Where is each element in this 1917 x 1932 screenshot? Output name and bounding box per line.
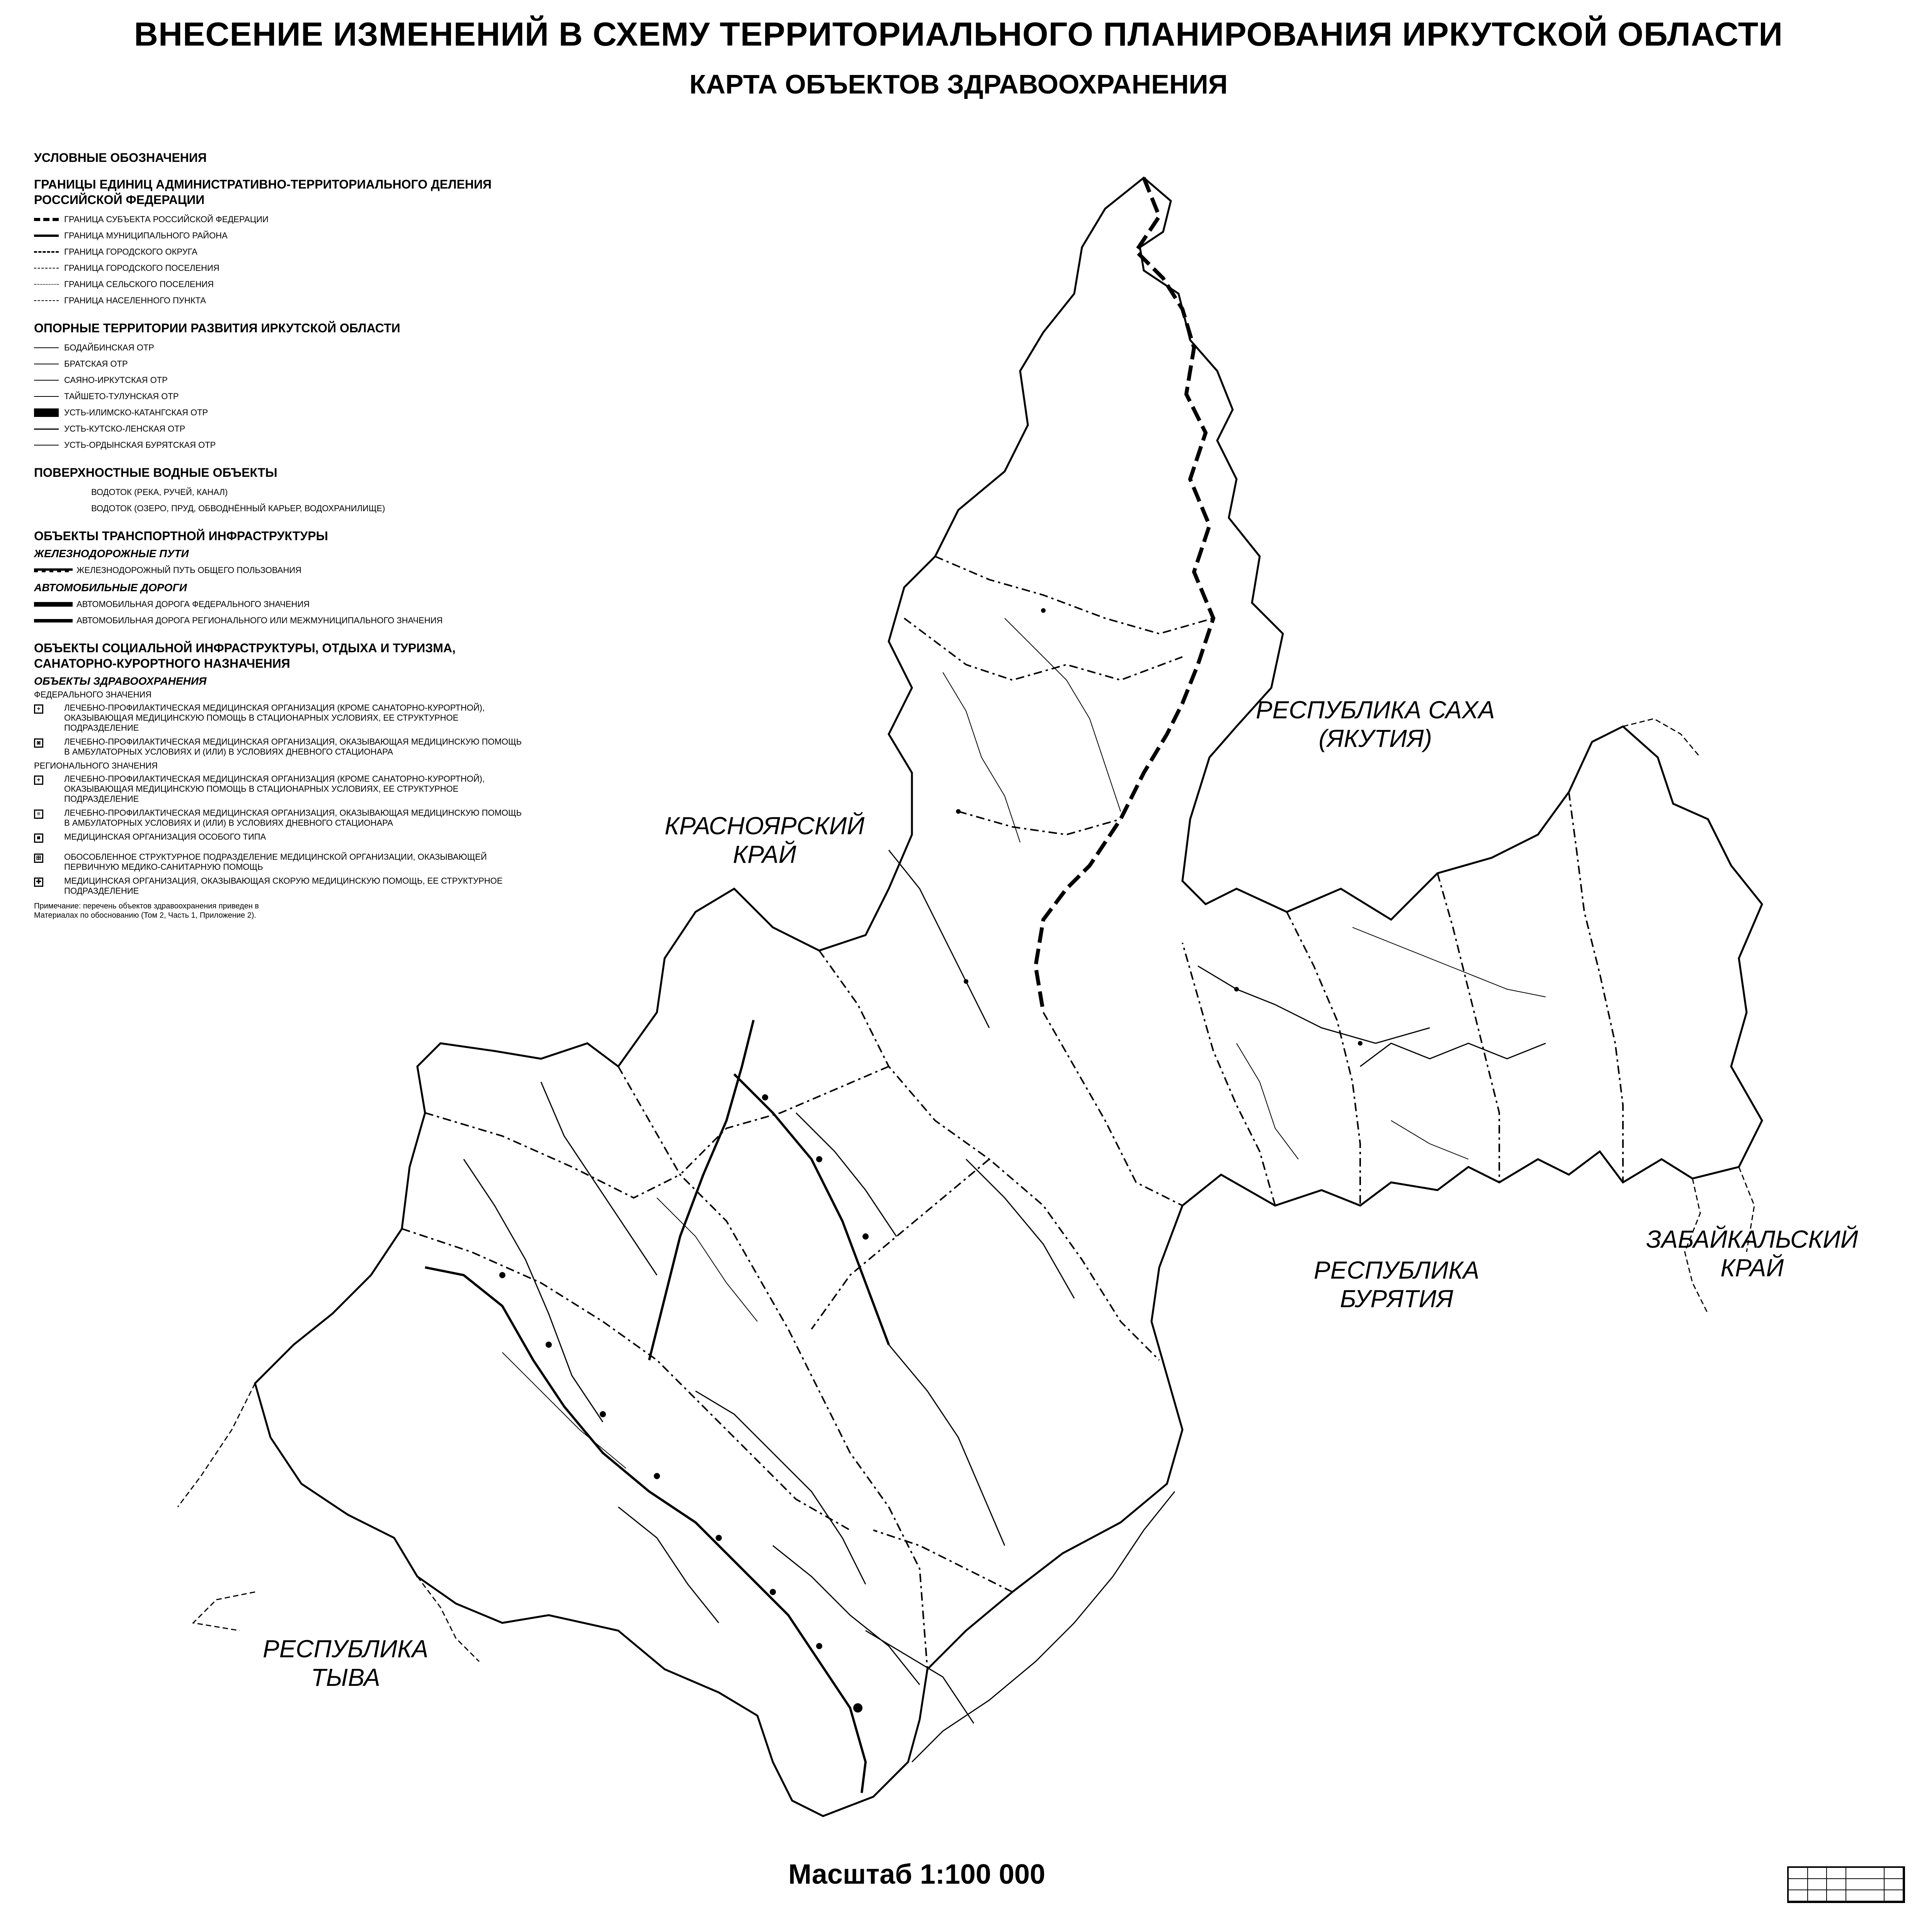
map-legend [34,151,529,920]
legend-item [34,244,529,260]
hospital-icon: + [34,704,43,714]
legend-item [34,340,529,356]
subject-boundary-krasnoyarsk [1036,178,1213,1012]
legend-item-label: АВТОМОБИЛЬНАЯ ДОРОГА РЕГИОНАЛЬНОГО ИЛИ МЕЖМУНИЦИПАЛЬНОГО ЗНАЧЕНИЯ [77,616,443,625]
region-label-zabaikalsky-line2: КРАЙ [1720,1254,1784,1282]
legend-item [34,388,529,405]
region-label-sakha [1256,696,1495,753]
legend-item [34,405,529,421]
legend-item [34,703,529,733]
legend-item-label: ЛЕЧЕБНО-ПРОФИЛАКТИЧЕСКАЯ МЕДИЦИНСКАЯ ОРГАНИЗАЦИЯ, ОКАЗЫВАЮЩАЯ МЕДИЦИНСКУЮ ПОМОЩЬ В АМБУЛАТОРНЫХ УСЛОВИЯХ И (ИЛИ) В УСЛОВИЯХ ДНЕВНОГО СТАЦИОНАРА [64,808,522,828]
legend-item-label: ТАЙШЕТО-ТУЛУНСКАЯ ОТР [64,391,179,401]
legend-item-label: МЕДИЦИНСКАЯ ОРГАНИЗАЦИЯ ОСОБОГО ТИПА [64,832,266,842]
legend-item-label: ГРАНИЦА НАСЕЛЕННОГО ПУНКТА [64,296,206,305]
outpatient-icon: ◙ [34,738,43,748]
ambulance-icon: ✚ [34,878,43,887]
legend-item [34,832,529,848]
legend-item [34,774,529,804]
legend-item-label: УСТЬ-ИЛИМСКО-КАТАНГСКАЯ ОТР [64,408,208,417]
region-label-buryatia-line2: БУРЯТИЯ [1340,1285,1453,1313]
legend-item [34,808,529,828]
legend-item-label: ЛЕЧЕБНО-ПРОФИЛАКТИЧЕСКАЯ МЕДИЦИНСКАЯ ОРГАНИЗАЦИЯ, ОКАЗЫВАЮЩАЯ МЕДИЦИНСКУЮ ПОМОЩЬ В АМБУЛАТОРНЫХ УСЛОВИЯХ И (ИЛИ) В УСЛОВИЯХ ДНЕВНОГО СТАЦИОНАРА [64,737,522,757]
legend-item [34,356,529,372]
legend-regional-label: РЕГИОНАЛЬНОГО ЗНАЧЕНИЯ [34,761,158,770]
legend-item [34,437,529,453]
legend-water-title: ПОВЕРХНОСТНЫЕ ВОДНЫЕ ОБЪЕКТЫ [34,466,277,480]
legend-item [34,260,529,276]
legend-health-title: ОБЪЕКТЫ ЗДРАВООХРАНЕНИЯ [34,675,207,687]
region-label-zabaikalsky [1646,1225,1858,1282]
title-block-stamp [1787,1866,1905,1903]
legend-item [34,562,529,578]
legend-item [34,421,529,437]
legend-item-label: ГРАНИЦА СЕЛЬСКОГО ПОСЕЛЕНИЯ [64,279,214,289]
legend-note: Примечание: перечень объектов здравоохранения приведен в Материалах по обоснованию (Том 2, Часть 1, Приложение 2). [34,902,259,920]
region-label-tyva-line1: РЕСПУБЛИКА [263,1635,429,1663]
legend-item [34,276,529,293]
legend-item [34,596,529,612]
legend-item-label: ОБОСОБЛЕННОЕ СТРУКТУРНОЕ ПОДРАЗДЕЛЕНИЕ МЕДИЦИНСКОЙ ОРГАНИЗАЦИИ, ОКАЗЫВАЮЩЕЙ ПЕРВИЧНУЮ МЕДИКО-САНИТАРНУЮ ПОМОЩЬ [64,852,487,872]
legend-item-label: ВОДОТОК (ОЗЕРО, ПРУД, ОБВОДНЁННЫЙ КАРЬЕР, ВОДОХРАНИЛИЩЕ) [91,503,385,513]
legend-heading: УСЛОВНЫЕ ОБОЗНАЧЕНИЯ [34,151,207,165]
region-label-krasnoyarsk-line1: КРАСНОЯРСКИЙ [665,812,865,840]
railway-main [425,1267,866,1793]
legend-rail-title: ЖЕЛЕЗНОДОРОЖНЫЕ ПУТИ [34,548,189,560]
legend-item-label: БРАТСКАЯ ОТР [64,359,128,369]
region-label-sakha-line2: (ЯКУТИЯ) [1318,724,1432,752]
legend-item-label: ВОДОТОК (РЕКА, РУЧЕЙ, КАНАЛ) [91,487,228,497]
legend-item [34,372,529,388]
legend-item-label: МЕДИЦИНСКАЯ ОРГАНИЗАЦИЯ, ОКАЗЫВАЮЩАЯ СКОРУЮ МЕДИЦИНСКУЮ ПОМОЩЬ, ЕЕ СТРУКТУРНОЕ ПОДРАЗДЕЛЕНИЕ [64,876,503,896]
legend-road-title: АВТОМОБИЛЬНЫЕ ДОРОГИ [34,582,187,594]
legend-item-label: УСТЬ-КУТСКО-ЛЕНСКАЯ ОТР [64,424,185,434]
legend-boundaries-title: ГРАНИЦЫ ЕДИНИЦ АДМИНИСТРАТИВНО-ТЕРРИТОРИАЛЬНОГО ДЕЛЕНИЯ РОССИЙСКОЙ ФЕДЕРАЦИИ [34,177,492,207]
legend-social-title: ОБЪЕКТЫ СОЦИАЛЬНОЙ ИНФРАСТРУКТУРЫ, ОТДЫХА И ТУРИЗМА, САНАТОРНО-КУРОРТНОГО НАЗНАЧЕНИЯ [34,641,456,670]
legend-item-label: УСТЬ-ОРДЫНСКАЯ БУРЯТСКАЯ ОТР [64,440,216,450]
legend-federal-label: ФЕДЕРАЛЬНОГО ЗНАЧЕНИЯ [34,690,152,699]
railway-baikal-amur [734,1074,889,1345]
legend-item-label: ЛЕЧЕБНО-ПРОФИЛАКТИЧЕСКАЯ МЕДИЦИНСКАЯ ОРГАНИЗАЦИЯ (КРОМЕ САНАТОРНО-КУРОРТНОЙ), ОКАЗЫВАЮЩАЯ МЕДИЦИНСКУЮ ПОМОЩЬ В СТАЦИОНАРНЫХ УСЛОВИЯХ, ЕЕ СТРУКТУРНОЕ ПОДРАЗДЕЛЕНИЕ [64,703,485,733]
legend-otr-title: ОПОРНЫЕ ТЕРРИТОРИИ РАЗВИТИЯ ИРКУТСКОЙ ОБЛАСТИ [34,321,400,335]
primary-care-icon: ⊞ [34,854,43,863]
legend-item-label: ГРАНИЦА СУБЪЕКТА РОССИЙСКОЙ ФЕДЕРАЦИИ [64,214,269,224]
page-subtitle: КАРТА ОБЪЕКТОВ ЗДРАВООХРАНЕНИЯ [689,69,1228,99]
legend-item [34,612,529,629]
legend-item [34,500,529,517]
legend-item [34,852,529,872]
page-title: ВНЕСЕНИЕ ИЗМЕНЕНИЙ В СХЕМУ ТЕРРИТОРИАЛЬНОГО ПЛАНИРОВАНИЯ ИРКУТСКОЙ ОБЛАСТИ [134,16,1783,53]
legend-transport-title: ОБЪЕКТЫ ТРАНСПОРТНОЙ ИНФРАСТРУКТУРЫ [34,529,328,543]
region-label-krasnoyarsk-line2: КРАЙ [733,840,796,868]
region-label-zabaikalsky-line1: ЗАБАЙКАЛЬСКИЙ [1646,1225,1858,1253]
legend-item-label: ГРАНИЦА ГОРОДСКОГО ПОСЕЛЕНИЯ [64,263,219,273]
region-label-buryatia [1314,1256,1479,1313]
region-label-tyva [263,1634,428,1692]
legend-item [34,737,529,757]
legend-item-label: БОДАЙБИНСКАЯ ОТР [64,343,154,352]
hospital-icon: + [34,776,43,785]
region-label-buryatia-line1: РЕСПУБЛИКА [1314,1256,1480,1284]
legend-item-label: ЛЕЧЕБНО-ПРОФИЛАКТИЧЕСКАЯ МЕДИЦИНСКАЯ ОРГАНИЗАЦИЯ (КРОМЕ САНАТОРНО-КУРОРТНОЙ), ОКАЗЫВАЮЩАЯ МЕДИЦИНСКУЮ ПОМОЩЬ В СТАЦИОНАРНЫХ УСЛОВИЯХ, ЕЕ СТРУКТУРНОЕ ПОДРАЗДЕЛЕНИЕ [64,774,485,804]
legend-item-label: ЖЕЛЕЗНОДОРОЖНЫЙ ПУТЬ ОБЩЕГО ПОЛЬЗОВАНИЯ [77,565,302,575]
legend-item-label: ГРАНИЦА МУНИЦИПАЛЬНОГО РАЙОНА [64,231,228,240]
legend-item [34,876,529,896]
legend-item [34,484,529,500]
legend-item-label: САЯНО-ИРКУТСКАЯ ОТР [64,375,168,385]
region-label-sakha-line1: РЕСПУБЛИКА САХА [1256,696,1495,724]
special-medical-icon: ■ [34,833,43,843]
legend-item-label: ГРАНИЦА ГОРОДСКОГО ОКРУГА [64,247,197,257]
legend-item [34,228,529,244]
map-scale: Масштаб 1:100 000 [788,1859,1046,1890]
region-label-krasnoyarsk [665,811,864,869]
region-label-tyva-line2: ТЫВА [311,1663,380,1691]
legend-item [34,293,529,309]
outpatient-icon: ≡ [34,810,43,819]
legend-item-label: АВТОМОБИЛЬНАЯ ДОРОГА ФЕДЕРАЛЬНОГО ЗНАЧЕНИЯ [77,599,310,609]
legend-item [34,211,529,228]
